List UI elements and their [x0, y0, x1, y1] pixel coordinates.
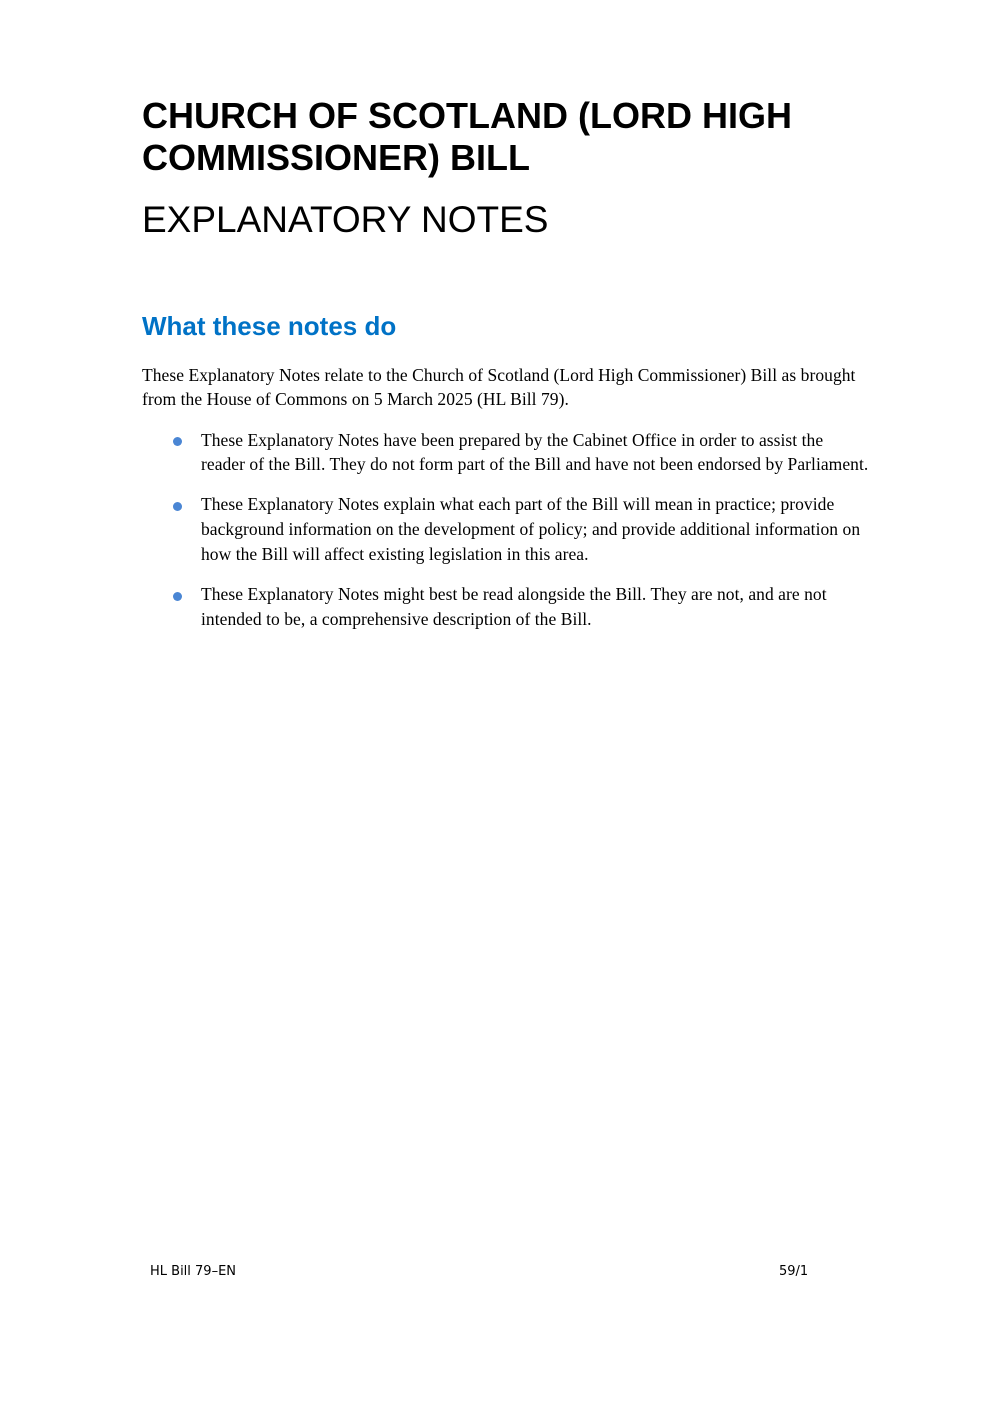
list-item-line: how the Bill will affect existing legislation in this area.: [201, 544, 589, 564]
intro-line: from the House of Commons on 5 March 2025 (HL Bill 79).: [142, 389, 569, 409]
footer-bill-reference: HL Bill 79–EN: [150, 1264, 237, 1279]
bullet-icon: [173, 502, 182, 511]
section-heading: What these notes do: [142, 311, 397, 341]
footer-page-code: 59/1: [779, 1264, 809, 1279]
document-title-line-1: CHURCH OF SCOTLAND (LORD HIGH: [142, 95, 792, 136]
list-item-line: These Explanatory Notes might best be read alongside the Bill. They are not, and are not: [201, 584, 827, 604]
document-subtitle: EXPLANATORY NOTES: [142, 199, 549, 240]
bullet-icon: [173, 592, 182, 601]
bullet-icon: [173, 437, 182, 446]
list-item-line: background information on the development of policy; and provide additional information on: [201, 519, 861, 539]
list-item-line: These Explanatory Notes have been prepared by the Cabinet Office in order to assist the: [201, 430, 824, 450]
intro-line: These Explanatory Notes relate to the Church of Scotland (Lord High Commissioner) Bill as brought: [142, 365, 856, 385]
document-title-line-2: COMMISSIONER) BILL: [142, 137, 530, 178]
list-item-line: intended to be, a comprehensive description of the Bill.: [201, 609, 592, 629]
list-item-line: reader of the Bill. They do not form part of the Bill and have not been endorsed by Parliament.: [201, 454, 869, 474]
list-item-line: These Explanatory Notes explain what each part of the Bill will mean in practice; provide: [201, 494, 835, 514]
